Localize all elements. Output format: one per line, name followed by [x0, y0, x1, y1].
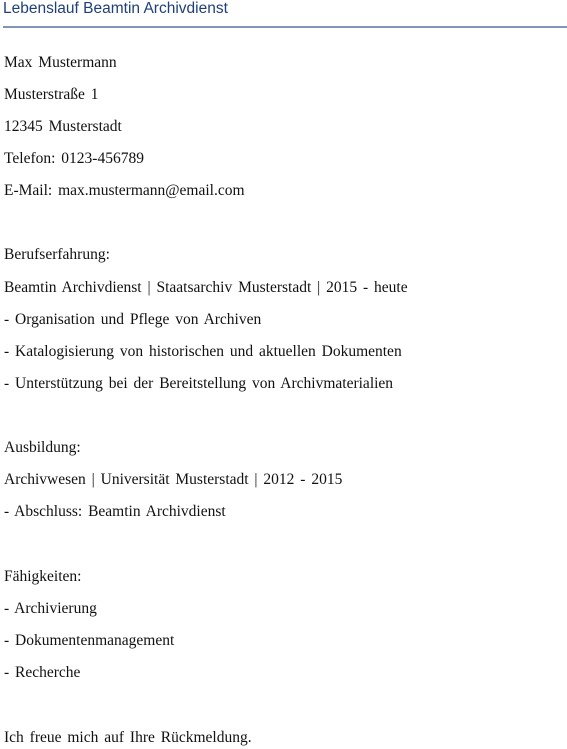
- page-title: Lebenslauf Beamtin Archivdienst: [3, 0, 228, 17]
- list-item: - Archivierung: [4, 600, 97, 617]
- skills-heading: Fähigkeiten:: [4, 568, 82, 585]
- contact-email: E-Mail: max.mustermann@email.com: [4, 182, 245, 199]
- contact-city: 12345 Musterstadt: [4, 118, 122, 135]
- contact-street: Musterstraße 1: [4, 86, 99, 103]
- list-item: - Katalogisierung von historischen und aktuellen Dokumenten: [4, 343, 402, 360]
- list-item: - Abschluss: Beamtin Archivdienst: [4, 503, 226, 520]
- list-item: - Recherche: [4, 664, 81, 681]
- closing-text: Ich freue mich auf Ihre Rückmeldung.: [4, 729, 252, 746]
- list-item: - Unterstützung bei der Bereitstellung von Archivmaterialien: [4, 375, 394, 392]
- contact-phone: Telefon: 0123-456789: [4, 150, 144, 167]
- education-entry: Archivwesen | Universität Musterstadt | 2012 - 2015: [4, 471, 343, 488]
- experience-position: Beamtin Archivdienst | Staatsarchiv Musterstadt | 2015 - heute: [4, 279, 408, 296]
- experience-heading: Berufserfahrung:: [4, 246, 110, 263]
- list-item: - Organisation und Pflege von Archiven: [4, 311, 262, 328]
- contact-name: Max Mustermann: [4, 54, 117, 71]
- education-heading: Ausbildung:: [4, 439, 81, 456]
- list-item: - Dokumentenmanagement: [4, 632, 175, 649]
- page-header: [3, 0, 567, 28]
